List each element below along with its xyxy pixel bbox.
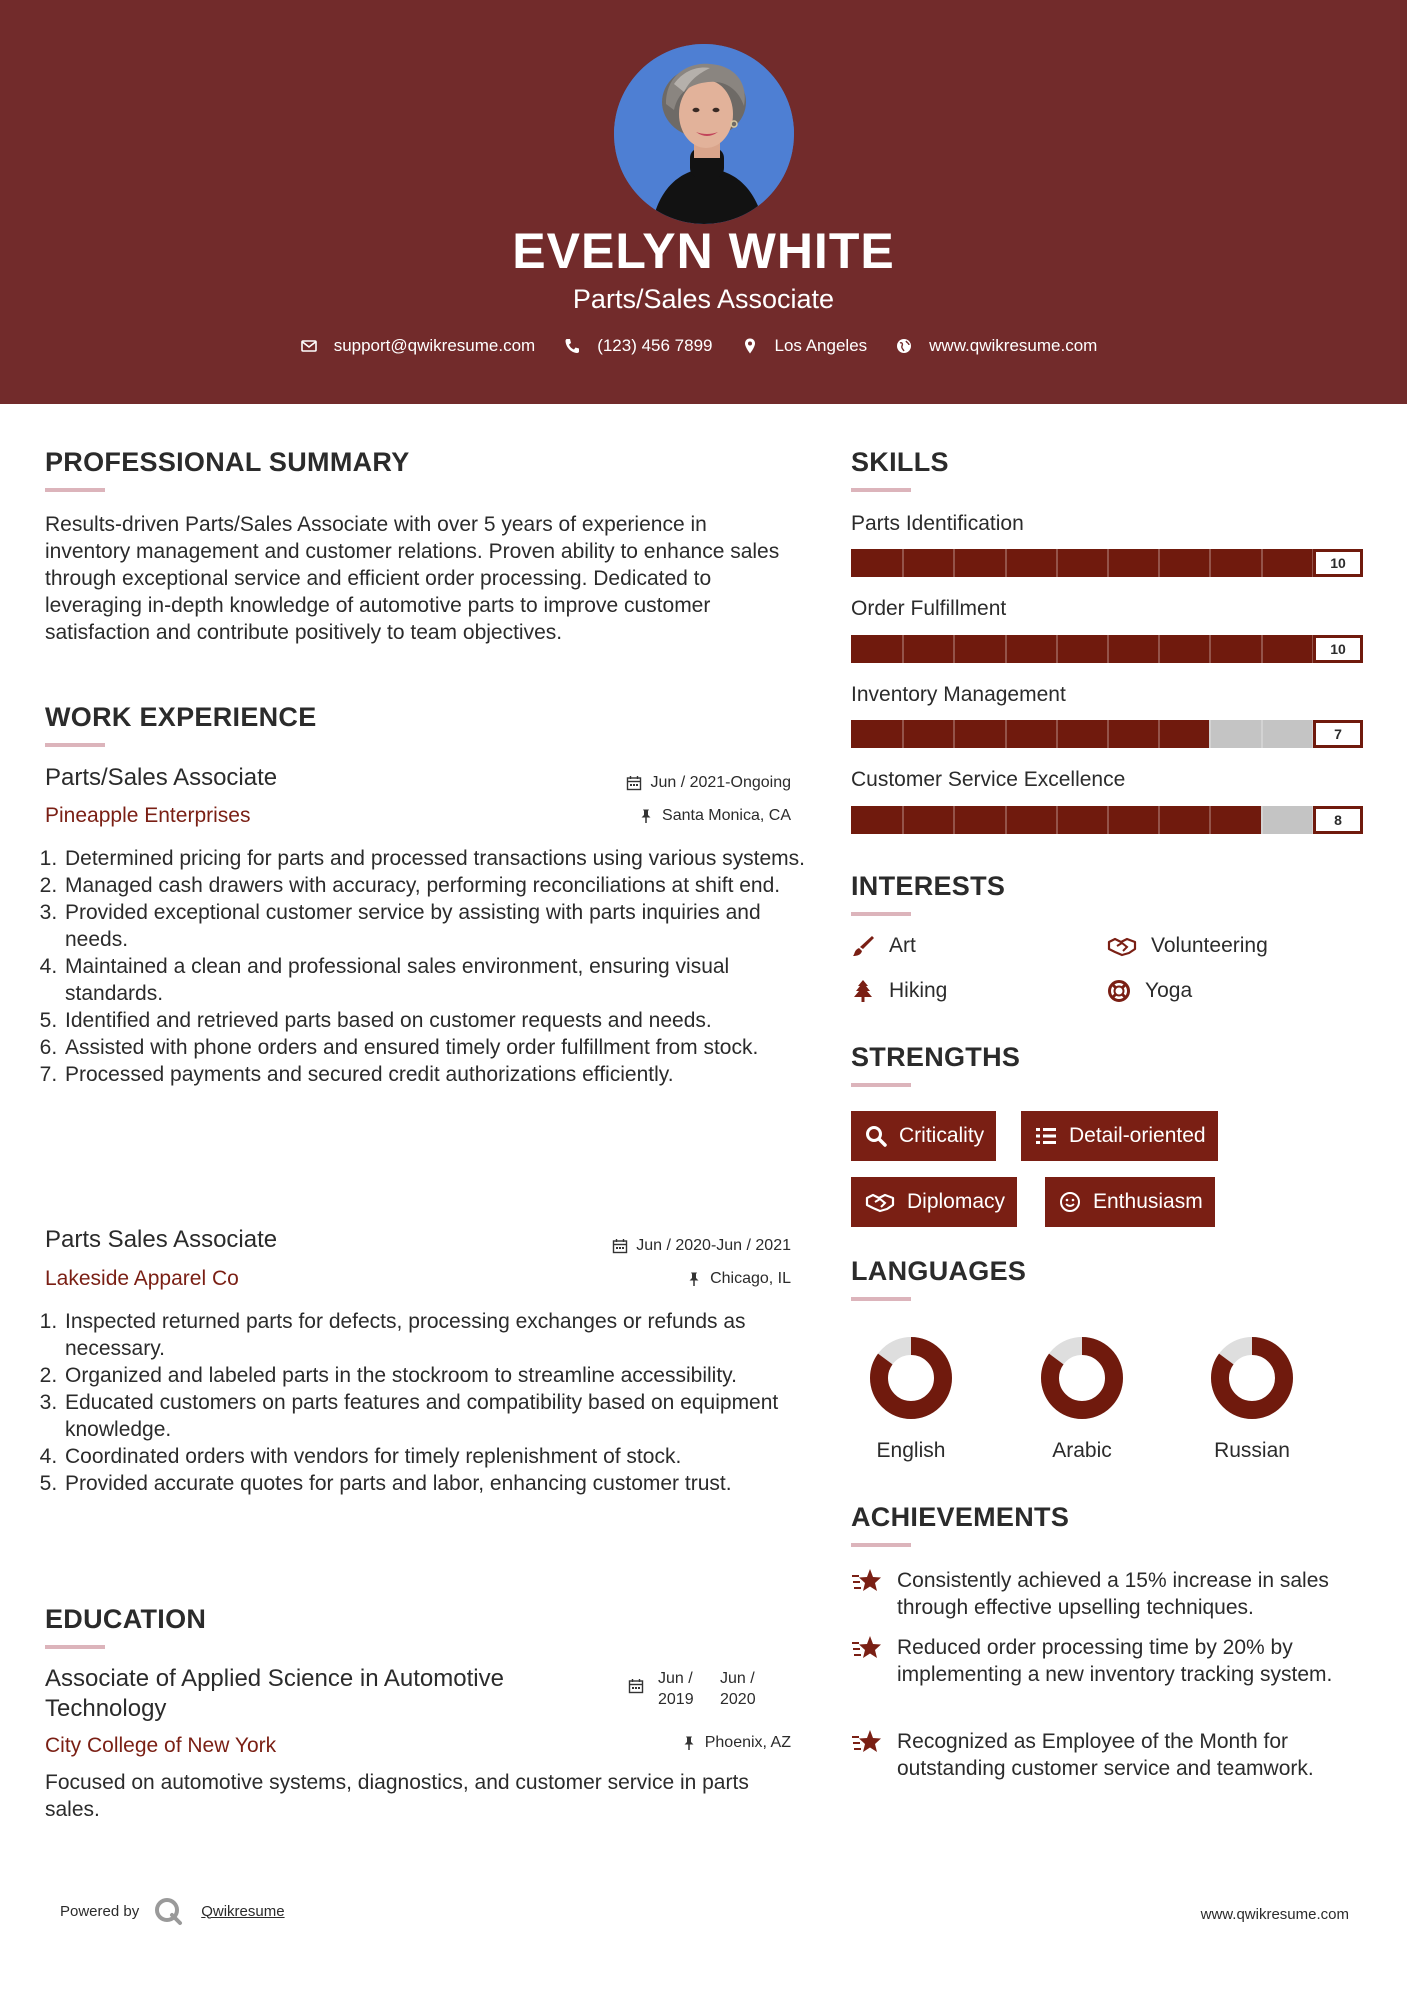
achievements-rule bbox=[851, 1543, 911, 1547]
job-1-dates-text: Jun / 2021-Ongoing bbox=[650, 774, 791, 791]
interests-rule bbox=[851, 912, 911, 916]
skills-heading: SKILLS bbox=[851, 447, 949, 477]
summary-rule bbox=[45, 488, 105, 492]
job-1-location-text: Santa Monica, CA bbox=[662, 807, 791, 824]
skill-segment-divider bbox=[1261, 549, 1263, 577]
achievement-item bbox=[851, 1728, 1371, 1782]
skill-2-label: Order Fulfillment bbox=[851, 597, 1007, 620]
calendar-icon bbox=[612, 1238, 628, 1254]
skill-segment-divider bbox=[1005, 720, 1007, 748]
education-dates bbox=[628, 1668, 768, 1710]
skill-segment-divider bbox=[1107, 720, 1109, 748]
skill-segment-divider bbox=[1056, 806, 1058, 834]
strength-criticality bbox=[851, 1111, 996, 1161]
pushpin-icon bbox=[686, 1271, 702, 1287]
duty-item: 5. Identified and retrieved parts based on customer requests and needs. bbox=[63, 1007, 805, 1034]
duty-item: 5. Provided accurate quotes for parts and labor, enhancing customer trust. bbox=[63, 1470, 805, 1497]
skill-segment-divider bbox=[1158, 720, 1160, 748]
skill-1-bar bbox=[851, 549, 1363, 577]
job-1-duties bbox=[45, 845, 805, 1088]
strength-label: Diplomacy bbox=[907, 1190, 1006, 1213]
skill-segment-divider bbox=[953, 806, 955, 834]
globe-icon bbox=[895, 337, 913, 355]
interest-label: Hiking bbox=[889, 979, 948, 1002]
phone-text: (123) 456 7899 bbox=[597, 336, 713, 355]
star-icon bbox=[851, 1726, 883, 1758]
calendar-icon bbox=[626, 775, 642, 791]
duty-item: 1. Determined pricing for parts and processed transactions using various systems. bbox=[63, 845, 805, 872]
language-donut bbox=[1037, 1333, 1127, 1423]
footer-website[interactable]: www.qwikresume.com bbox=[1200, 1906, 1349, 1923]
skill-1-score: 10 bbox=[1313, 549, 1363, 577]
skill-segment-divider bbox=[1107, 635, 1109, 663]
lifebuoy-icon bbox=[1107, 979, 1131, 1003]
duty-item: 1. Inspected returned parts for defects, processing exchanges or refunds as necessary. bbox=[63, 1308, 805, 1362]
handshake-icon bbox=[865, 1191, 895, 1213]
skill-segment-divider bbox=[1209, 806, 1211, 834]
portrait-image bbox=[614, 44, 794, 224]
skill-segment-divider bbox=[1056, 549, 1058, 577]
education-location-text: Phoenix, AZ bbox=[704, 1734, 791, 1751]
skill-segment-divider bbox=[1107, 549, 1109, 577]
job-2-location bbox=[686, 1270, 791, 1288]
education-school: City College of New York bbox=[45, 1734, 277, 1757]
skill-4-bar bbox=[851, 806, 1363, 834]
skill-segment-divider bbox=[1056, 720, 1058, 748]
skill-segment-divider bbox=[1005, 806, 1007, 834]
achievement-text: Consistently achieved a 15% increase in sales through effective upselling techniques. bbox=[897, 1569, 1329, 1619]
handshake-icon bbox=[1107, 934, 1137, 958]
skill-segment-divider bbox=[1005, 549, 1007, 577]
job-2-title: Parts Sales Associate bbox=[45, 1226, 278, 1253]
job-1-dates bbox=[626, 774, 791, 792]
language-name: Russian bbox=[1214, 1439, 1290, 1462]
skill-segment-divider bbox=[953, 549, 955, 577]
achievement-text: Recognized as Employee of the Month for outstanding customer service and teamwork. bbox=[897, 1730, 1314, 1780]
skill-segment-divider bbox=[902, 549, 904, 577]
powered-by-text: Powered by bbox=[60, 1902, 140, 1920]
duty-item: 2. Organized and labeled parts in the stockroom to streamline accessibility. bbox=[63, 1362, 805, 1389]
skill-segment-divider bbox=[1158, 549, 1160, 577]
job-2-company: Lakeside Apparel Co bbox=[45, 1267, 239, 1290]
paintbrush-icon bbox=[851, 934, 875, 958]
contact-email[interactable] bbox=[300, 336, 536, 356]
strength-label: Detail-oriented bbox=[1069, 1124, 1206, 1147]
skill-segment-divider bbox=[1209, 549, 1211, 577]
job-2-duties bbox=[45, 1308, 805, 1497]
skills-rule bbox=[851, 488, 911, 492]
job-1-company: Pineapple Enterprises bbox=[45, 804, 251, 827]
education-rule bbox=[45, 1645, 105, 1649]
summary-heading: PROFESSIONAL SUMMARY bbox=[45, 447, 410, 477]
pushpin-icon bbox=[638, 808, 654, 824]
contact-bar bbox=[0, 336, 1407, 356]
contact-location bbox=[741, 336, 868, 356]
experience-heading: WORK EXPERIENCE bbox=[45, 702, 317, 732]
phone-icon bbox=[563, 337, 581, 355]
skill-segment-divider bbox=[1158, 635, 1160, 663]
calendar-icon bbox=[628, 1678, 644, 1694]
interest-art bbox=[851, 934, 916, 958]
skill-segment-divider bbox=[1261, 720, 1263, 748]
duty-item: 7. Processed payments and secured credit authorizations efficiently. bbox=[63, 1061, 805, 1088]
skill-segment-divider bbox=[953, 635, 955, 663]
skill-3-bar bbox=[851, 720, 1363, 748]
job-2-dates-text: Jun / 2020-Jun / 2021 bbox=[636, 1237, 791, 1254]
contact-phone[interactable] bbox=[563, 336, 712, 356]
strength-label: Criticality bbox=[899, 1124, 985, 1147]
skill-segment-divider bbox=[902, 806, 904, 834]
strength-enthusiasm bbox=[1045, 1177, 1215, 1227]
language-name: Arabic bbox=[1052, 1439, 1112, 1462]
location-text: Los Angeles bbox=[774, 336, 868, 355]
job-2-location-text: Chicago, IL bbox=[710, 1270, 791, 1287]
duty-item: 3. Provided exceptional customer service by assisting with parts inquiries and needs. bbox=[63, 899, 805, 953]
job-2-dates bbox=[612, 1237, 791, 1255]
interest-label: Art bbox=[889, 934, 916, 957]
education-description: Focused on automotive systems, diagnostics, and customer service in parts sales. bbox=[45, 1771, 749, 1821]
website-text: www.qwikresume.com bbox=[929, 336, 1098, 355]
strength-label: Enthusiasm bbox=[1093, 1190, 1203, 1213]
language-donut bbox=[866, 1333, 956, 1423]
job-1-title: Parts/Sales Associate bbox=[45, 764, 278, 791]
envelope-icon bbox=[300, 337, 318, 355]
skill-segment-divider bbox=[1107, 806, 1109, 834]
skill-segment-divider bbox=[1261, 806, 1263, 834]
languages-heading: LANGUAGES bbox=[851, 1256, 1027, 1286]
search-icon bbox=[865, 1125, 887, 1147]
skill-segment-divider bbox=[1261, 635, 1263, 663]
duty-item: 2. Managed cash drawers with accuracy, performing reconciliations at shift end. bbox=[63, 872, 805, 899]
interest-yoga bbox=[1107, 979, 1192, 1003]
education-end: Jun / 2020 bbox=[720, 1670, 756, 1708]
interest-hiking bbox=[851, 979, 947, 1003]
resume-header bbox=[0, 0, 1407, 404]
star-icon bbox=[851, 1632, 883, 1664]
map-pin-icon bbox=[741, 337, 759, 355]
language-arabic bbox=[1022, 1333, 1142, 1463]
duty-item: 3. Educated customers on parts features and compatibility based on equipment knowledge. bbox=[63, 1389, 805, 1443]
smile-icon bbox=[1059, 1191, 1081, 1213]
pushpin-icon bbox=[681, 1735, 697, 1751]
experience-rule bbox=[45, 743, 105, 747]
education-degree: Associate of Applied Science in Automotive Technology bbox=[45, 1665, 504, 1722]
skill-2-bar bbox=[851, 635, 1363, 663]
skill-segment-divider bbox=[1209, 635, 1211, 663]
skill-segment-divider bbox=[1158, 806, 1160, 834]
footer-powered-by bbox=[60, 1896, 285, 1926]
skill-segment-divider bbox=[953, 720, 955, 748]
interest-label: Volunteering bbox=[1151, 934, 1268, 957]
duty-item: 6. Assisted with phone orders and ensured timely order fulfillment from stock. bbox=[63, 1034, 805, 1061]
skill-3-label: Inventory Management bbox=[851, 683, 1066, 706]
interest-label: Yoga bbox=[1145, 979, 1193, 1002]
qwikresume-logo-icon bbox=[153, 1896, 183, 1926]
skill-segment-divider bbox=[1209, 720, 1211, 748]
language-english bbox=[851, 1333, 971, 1463]
candidate-name: EVELYN WHITE bbox=[512, 223, 895, 279]
skill-3-fill bbox=[851, 720, 1209, 748]
skill-segment-divider bbox=[1005, 635, 1007, 663]
achievements-heading: ACHIEVEMENTS bbox=[851, 1502, 1070, 1532]
skill-2-score: 10 bbox=[1313, 635, 1363, 663]
skill-1-label: Parts Identification bbox=[851, 512, 1024, 535]
duty-item: 4. Maintained a clean and professional sales environment, ensuring visual standards. bbox=[63, 953, 805, 1007]
list-icon bbox=[1035, 1125, 1057, 1147]
job-1-location bbox=[638, 807, 791, 825]
duty-item: 4. Coordinated orders with vendors for timely replenishment of stock. bbox=[63, 1443, 805, 1470]
strengths-rule bbox=[851, 1083, 911, 1087]
interest-volunteering bbox=[1107, 934, 1268, 958]
achievement-item bbox=[851, 1634, 1371, 1688]
language-donut bbox=[1207, 1333, 1297, 1423]
contact-website[interactable] bbox=[895, 336, 1097, 356]
education-heading: EDUCATION bbox=[45, 1604, 207, 1634]
strength-diplomacy bbox=[851, 1177, 1017, 1227]
interests-heading: INTERESTS bbox=[851, 871, 1006, 901]
email-text: support@qwikresume.com bbox=[333, 336, 536, 355]
tree-icon bbox=[851, 979, 875, 1003]
language-russian bbox=[1192, 1333, 1312, 1463]
skill-segment-divider bbox=[1056, 635, 1058, 663]
skill-segment-divider bbox=[902, 635, 904, 663]
candidate-role: Parts/Sales Associate bbox=[572, 284, 835, 314]
languages-rule bbox=[851, 1297, 911, 1301]
language-name: English bbox=[876, 1439, 946, 1462]
skill-3-score: 7 bbox=[1313, 720, 1363, 748]
brand-link[interactable]: Qwikresume bbox=[201, 1902, 285, 1920]
star-icon bbox=[851, 1565, 883, 1597]
strength-detail-oriented bbox=[1021, 1111, 1218, 1161]
strengths-heading: STRENGTHS bbox=[851, 1042, 1021, 1072]
achievement-item bbox=[851, 1567, 1371, 1621]
skill-segment-divider bbox=[902, 720, 904, 748]
skill-4-label: Customer Service Excellence bbox=[851, 768, 1126, 791]
education-location bbox=[681, 1734, 791, 1752]
profile-photo bbox=[614, 44, 794, 224]
achievement-text: Reduced order processing time by 20% by implementing a new inventory tracking system. bbox=[897, 1636, 1333, 1686]
skill-4-score: 8 bbox=[1313, 806, 1363, 834]
summary-text: Results-driven Parts/Sales Associate with over 5 years of experience in inventory management and customer relations. Proven ability to enhance sales through exceptional service and efficient order processing. Dedicated to leveraging in-depth knowledge of automotive parts to improve customer satisfaction and contribute positively to team objectives. bbox=[45, 513, 780, 644]
education-start: Jun / 2019 bbox=[658, 1670, 694, 1708]
